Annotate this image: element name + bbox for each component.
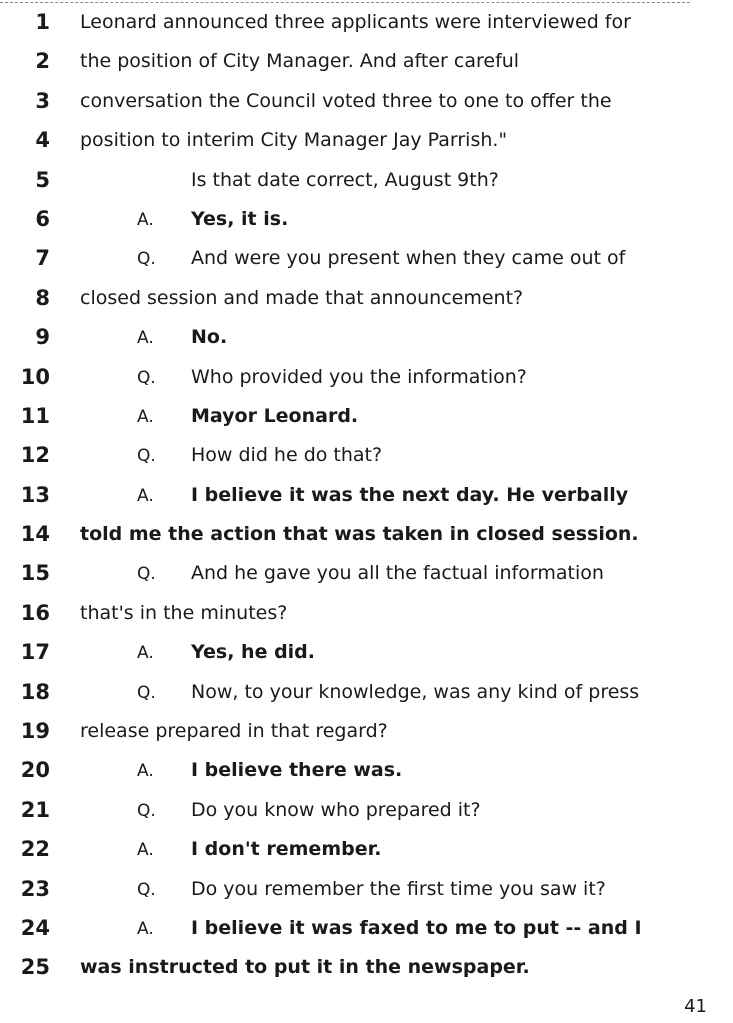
line-text: Is that date correct, August 9th? — [191, 168, 499, 191]
line-text: Now, to your knowledge, was any kind of press — [191, 680, 640, 703]
line-text: Do you remember the first time you saw it? — [191, 877, 606, 900]
line-text: conversation the Council voted three to one to offer the — [80, 89, 612, 112]
line-text: release prepared in that regard? — [80, 720, 388, 743]
speaker-label: A. — [137, 918, 154, 939]
transcript-line — [0, 82, 733, 121]
line-text: position to interim City Manager Jay Parrish." — [80, 129, 508, 152]
speaker-label: A. — [137, 209, 154, 230]
transcript-line — [0, 358, 733, 397]
transcript-line — [0, 318, 733, 357]
speaker-label: Q. — [137, 879, 156, 900]
line-number: 12 — [20, 443, 50, 468]
line-number: 15 — [20, 561, 50, 586]
speaker-label: A. — [137, 328, 154, 349]
line-number: 18 — [20, 679, 50, 704]
transcript-line — [0, 161, 733, 200]
line-number: 5 — [35, 167, 50, 192]
speaker-label: A. — [137, 840, 154, 861]
transcript-line — [0, 712, 733, 751]
transcript-body — [0, 3, 733, 988]
line-number: 1 — [35, 10, 50, 34]
transcript-line — [0, 948, 733, 987]
line-number: 25 — [20, 955, 50, 980]
speaker-label: A. — [137, 761, 154, 782]
line-number: 7 — [35, 246, 50, 271]
transcript-line — [0, 870, 733, 909]
line-number: 14 — [20, 522, 50, 547]
line-text: closed session and made that announcement? — [80, 286, 524, 309]
transcript-line — [0, 3, 733, 42]
speaker-label: Q. — [137, 682, 156, 703]
answer-text: was instructed to put it in the newspaper. — [80, 956, 530, 979]
answer-text: I believe it was faxed to me to put -- and I — [191, 916, 642, 939]
line-text: How did he do that? — [191, 444, 383, 467]
speaker-label: A. — [137, 643, 154, 664]
answer-text: Yes, he did. — [191, 641, 316, 664]
speaker-label: Q. — [137, 249, 156, 270]
transcript-line — [0, 633, 733, 672]
speaker-label: A. — [137, 485, 154, 506]
line-text: Who provided you the information? — [191, 365, 527, 388]
transcript-line — [0, 436, 733, 475]
transcript-line — [0, 279, 733, 318]
line-number: 23 — [20, 876, 50, 901]
transcript-line — [0, 42, 733, 81]
transcript-line — [0, 673, 733, 712]
transcript-line — [0, 554, 733, 593]
transcript-line — [0, 476, 733, 515]
transcript-line — [0, 200, 733, 239]
line-number: 16 — [20, 600, 50, 625]
line-number: 11 — [20, 403, 50, 428]
transcript-line — [0, 397, 733, 436]
line-number: 21 — [20, 797, 50, 822]
transcript-line — [0, 791, 733, 830]
speaker-label: Q. — [137, 446, 156, 467]
line-number: 17 — [20, 640, 50, 665]
line-text: that's in the minutes? — [80, 601, 288, 624]
transcript-line — [0, 594, 733, 633]
answer-text: I don't remember. — [191, 838, 382, 861]
line-number: 10 — [20, 364, 50, 389]
answer-text: I believe there was. — [191, 759, 403, 782]
page-number: 41 — [684, 996, 707, 1017]
speaker-label: Q. — [137, 367, 156, 388]
line-number: 2 — [35, 49, 50, 74]
transcript-line — [0, 830, 733, 869]
speaker-label: Q. — [137, 800, 156, 821]
line-text: the position of City Manager. And after careful — [80, 50, 520, 73]
line-number: 8 — [35, 285, 50, 310]
transcript-line — [0, 515, 733, 554]
line-number: 13 — [20, 482, 50, 507]
line-number: 24 — [20, 915, 50, 940]
line-number: 19 — [20, 719, 50, 744]
answer-text: told me the action that was taken in closed session. — [80, 523, 639, 546]
line-text: Leonard announced three applicants were interviewed for — [80, 11, 631, 33]
line-text: And were you present when they came out of — [191, 247, 626, 270]
answer-text: No. — [191, 326, 228, 349]
speaker-label: Q. — [137, 564, 156, 585]
answer-text: I believe it was the next day. He verbally — [191, 483, 629, 506]
answer-text: Mayor Leonard. — [191, 404, 359, 427]
transcript-line — [0, 121, 733, 160]
line-text: And he gave you all the factual information — [191, 562, 604, 585]
transcript-line — [0, 239, 733, 278]
transcript-line — [0, 751, 733, 790]
line-number: 9 — [35, 325, 50, 350]
line-number: 20 — [20, 758, 50, 783]
line-number: 6 — [35, 206, 50, 231]
line-number: 4 — [35, 128, 50, 153]
transcript-line — [0, 909, 733, 948]
speaker-label: A. — [137, 406, 154, 427]
line-number: 3 — [35, 88, 50, 113]
line-text: Do you know who prepared it? — [191, 798, 481, 821]
answer-text: Yes, it is. — [191, 207, 289, 230]
line-number: 22 — [20, 837, 50, 862]
